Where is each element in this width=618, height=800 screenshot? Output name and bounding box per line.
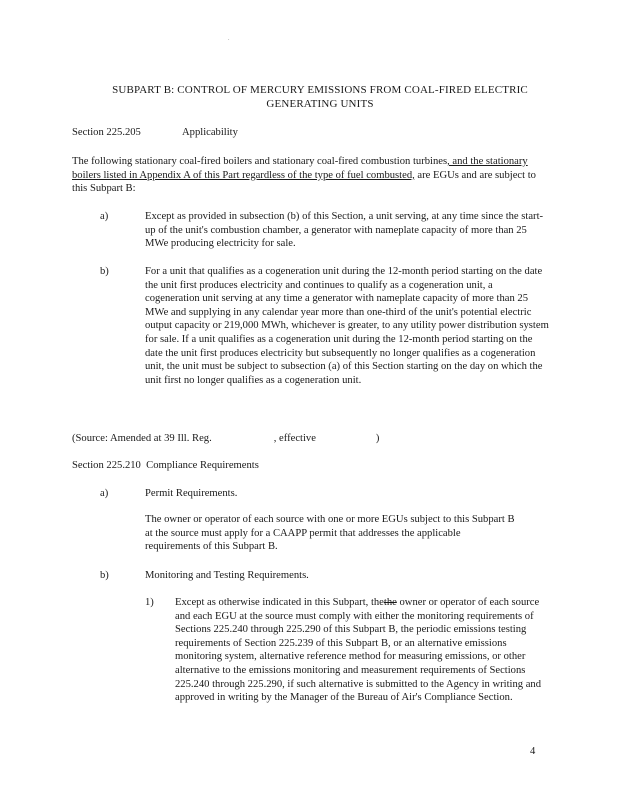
subpart-title-line2: GENERATING UNITS — [266, 97, 374, 110]
section-title: Compliance Requirements — [146, 460, 259, 471]
item-a-text: Except as provided in subsection (b) of this Section, a unit serving, at any time since the start-up of the unit's combustion chamber, a generator with nameplate capacity of more than 25 MWe producing electricity for sale. — [145, 211, 544, 250]
item-a-marker: a) — [100, 211, 109, 222]
applicability-intro — [72, 155, 548, 196]
section-number: Section 225.210 — [72, 460, 141, 471]
struck-text: the — [383, 597, 397, 608]
intro-text-end: are EGUs and are subject to this Subpart B: — [72, 169, 536, 195]
item-b-text: For a unit that qualifies as a cogeneration unit during the 12-month period starting on the date the unit first produces electricity and continues to qualify as a cogeneration unit, a cogeneration unit serving at any time a generator with nameplate capacity of more than 25 MWe and supplying in any calendar year more than one-third of the unit's potential electric output capacity or 219,000 MWh, whichever is greater, to any utility power distribution system for sale. If a unit qualifies as a cogeneration unit during the 12-month period starting on the date the unit first produces electricity but subsequently no longer qualifies as a cogeneration unit, the unit must be subject to subsection (a) of this Section starting on the day on which the unit first no longer qualifies as a cogeneration unit. — [145, 266, 549, 386]
req-a-heading: Permit Requirements. — [145, 488, 238, 499]
inserted-text: , and the stationary boilers listed in Appendix A of this Part regardless of the type of fuel combusted, — [72, 156, 528, 181]
source-note — [72, 432, 379, 446]
req-b1-marker: 1) — [145, 597, 154, 608]
section-225-210-heading — [72, 459, 259, 473]
stray-mark: . — [228, 36, 230, 42]
item-b-marker: b) — [100, 266, 109, 277]
page-number: 4 — [530, 746, 536, 757]
req-b1-text-rest: owner or operator of each source and each EGU at the source must comply with either the monitoring requirements of Sections 225.240 through 225.290 of this Subpart B, the periodic emissions testing requirements of Section 225.239 of this Subpart B, or an alternative emissions monitoring system, alternative reference method for measuring emissions, or other alternative to the emissions monitoring and measurement requirements of Sections 225.240 through 225.290, if such alternative is submitted to the Agency in writing and approved in writing by the Manager of the Bureau of Air's Compliance Section. — [175, 597, 542, 704]
subpart-title-line1: SUBPART B: CONTROL OF MERCURY EMISSIONS FROM COAL-FIRED ELECTRIC — [112, 84, 528, 96]
section-number: Section 225.205 — [72, 127, 141, 138]
source-amended: (Source: Amended at 39 Ill. Reg. — [72, 433, 212, 444]
req-b1-text-start: Except as otherwise indicated in this Subpart, the — [175, 597, 384, 608]
section-225-205-heading — [72, 126, 238, 140]
source-close: ) — [375, 433, 380, 444]
req-b-heading: Monitoring and Testing Requirements. — [145, 570, 309, 581]
req-a-text: The owner or operator of each source with one or more EGUs subject to this Subpart B at the source must apply for a CAAPP permit that addresses the applicable requirements of this Subpart B. — [145, 514, 515, 553]
req-b-marker: b) — [100, 570, 109, 581]
req-b1-text — [175, 596, 551, 705]
section-title: Applicability — [182, 127, 238, 138]
source-effective: , effective — [273, 433, 316, 444]
req-a-marker: a) — [100, 488, 109, 499]
intro-text: The following stationary coal-fired boilers and stationary coal-fired combustion turbines — [72, 156, 448, 167]
subpart-title — [60, 84, 580, 111]
